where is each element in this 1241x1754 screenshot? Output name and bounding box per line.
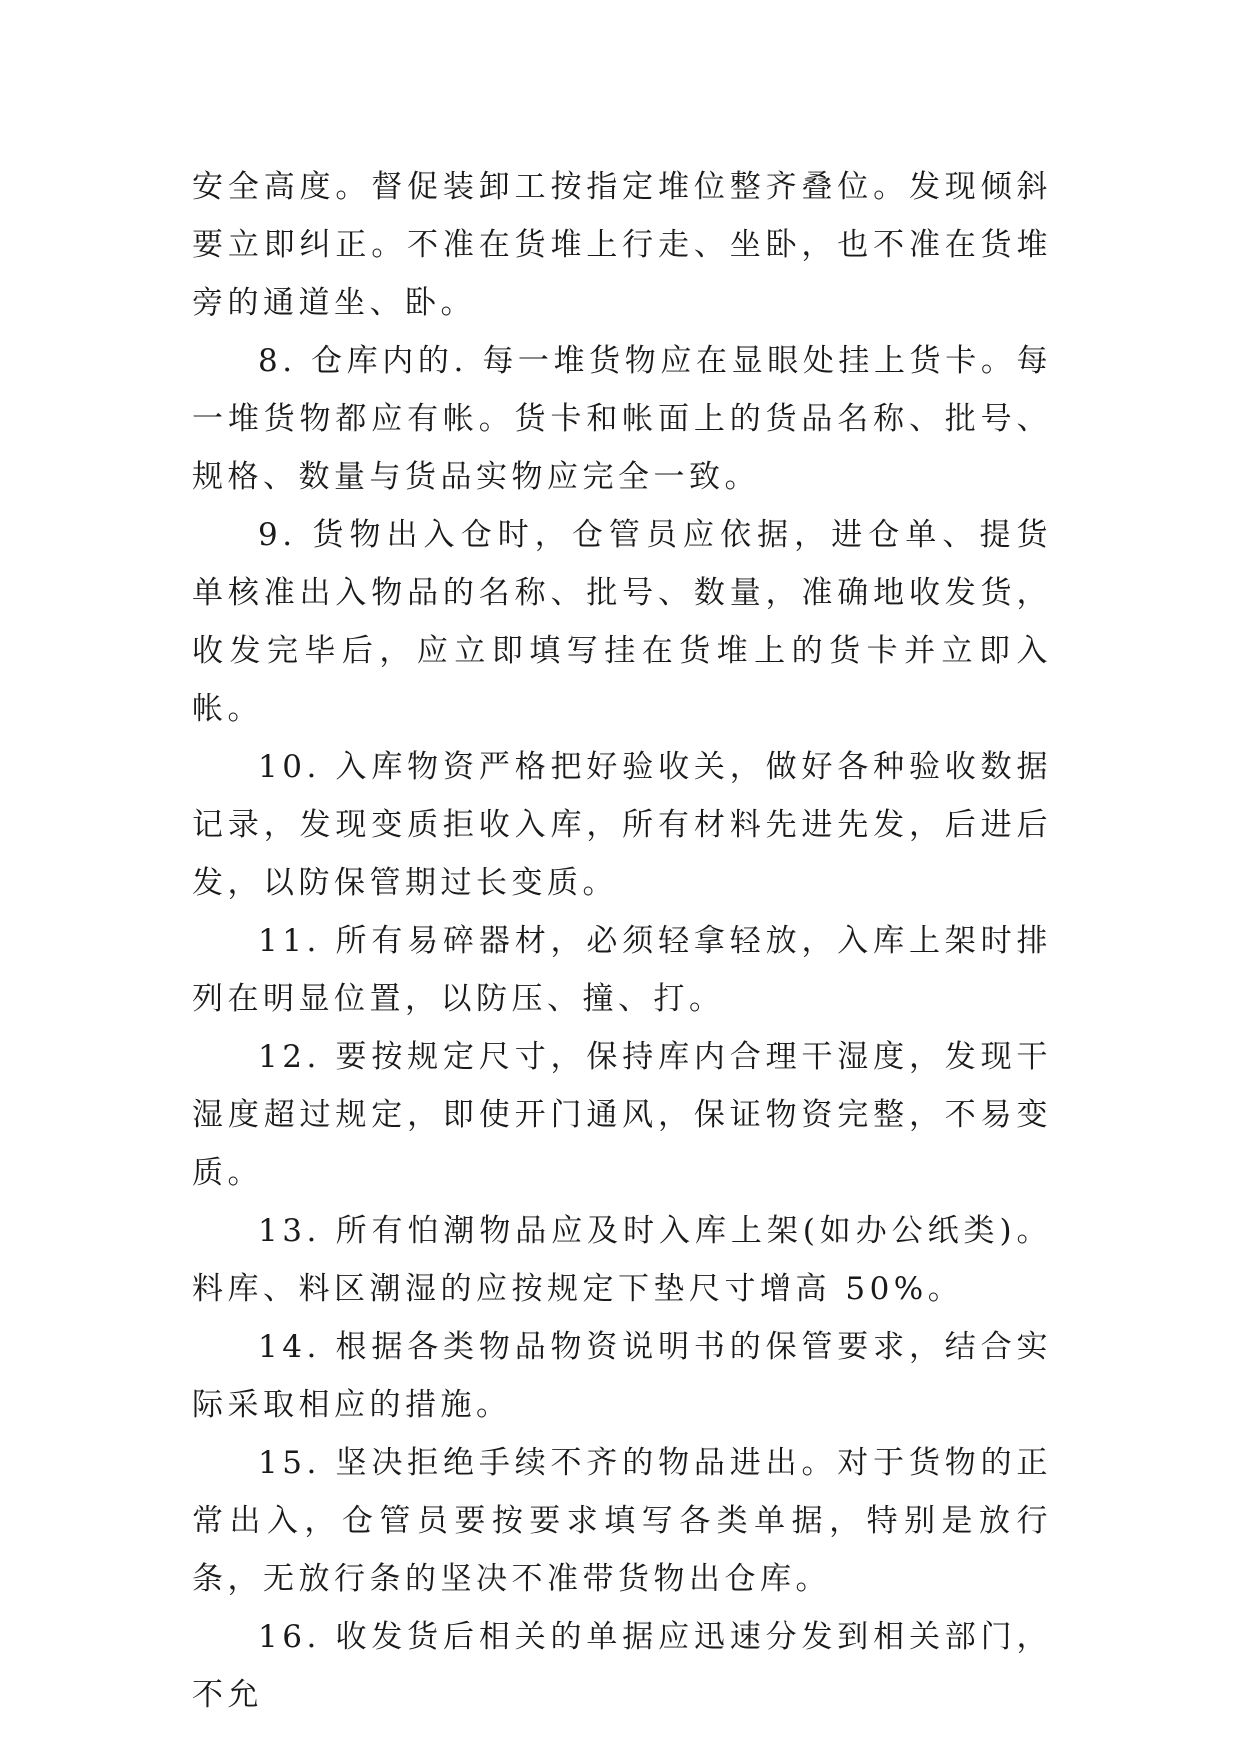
paragraph-item-13: 13. 所有怕潮物品应及时入库上架(如办公纸类)。料库、料区潮湿的应按规定下垫尺寸增高 50%。: [192, 1213, 1052, 1307]
paragraph-continuation: 安全高度。督促装卸工按指定堆位整齐叠位。发现倾斜要立即纠正。不准在货堆上行走、坐卧，也不准在货堆旁的通道坐、卧。: [192, 169, 1052, 321]
paragraph-item-16: 16. 收发货后相关的单据应迅速分发到相关部门，不允: [192, 1619, 1052, 1713]
paragraph-item-8: 8. 仓库内的. 每一堆货物应在显眼处挂上货卡。每一堆货物都应有帐。货卡和帐面上的货品名称、批号、规格、数量与货品实物应完全一致。: [192, 343, 1052, 495]
paragraph-item-14: 14. 根据各类物品物资说明书的保管要求，结合实际采取相应的措施。: [192, 1329, 1052, 1423]
paragraph-item-12: 12. 要按规定尺寸，保持库内合理干湿度，发现干湿度超过规定，即使开门通风，保证物资完整，不易变质。: [192, 1039, 1052, 1191]
paragraph-item-9: 9. 货物出入仓时，仓管员应依据，进仓单、提货单核准出入物品的名称、批号、数量，准确地收发货，收发完毕后，应立即填写挂在货堆上的货卡并立即入帐。: [192, 517, 1052, 727]
paragraph-item-11: 11. 所有易碎器材，必须轻拿轻放，入库上架时排列在明显位置，以防压、撞、打。: [192, 923, 1052, 1017]
paragraph-item-15: 15. 坚决拒绝手续不齐的物品进出。对于货物的正常出入，仓管员要按要求填写各类单据，特别是放行条，无放行条的坚决不准带货物出仓库。: [192, 1445, 1052, 1597]
document-page: [192, 158, 1052, 1724]
paragraph-item-10: 10. 入库物资严格把好验收关，做好各种验收数据记录，发现变质拒收入库，所有材料先进先发，后进后发，以防保管期过长变质。: [192, 749, 1052, 901]
